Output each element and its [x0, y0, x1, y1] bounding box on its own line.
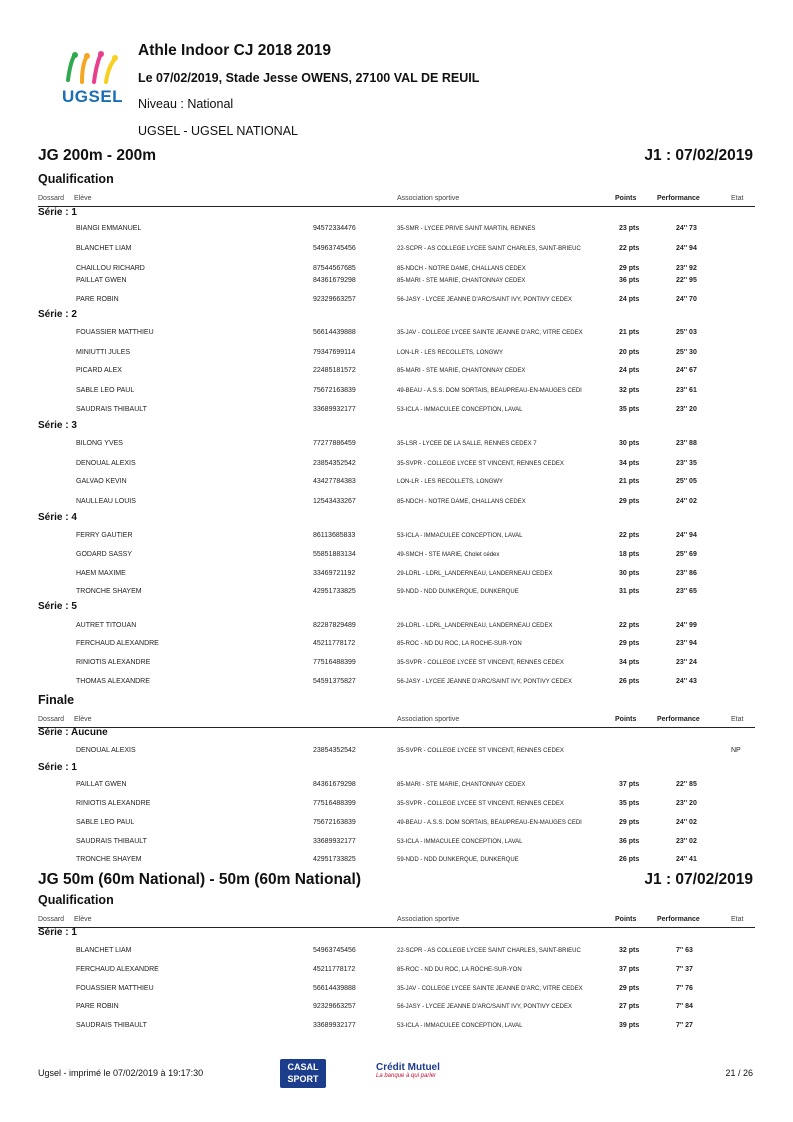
athlete-performance: 23'' 92 — [676, 265, 697, 272]
credit-mutuel-name: Crédit Mutuel — [376, 1062, 440, 1073]
table-row — [0, 779, 793, 791]
athlete-association: 85-NDCH - NOTRE DAME, CHALLANS CEDEX — [397, 499, 526, 505]
table-row — [0, 458, 793, 470]
athlete-performance: 24'' 94 — [676, 245, 697, 252]
table-row — [0, 385, 793, 397]
column-points: Points — [615, 916, 637, 923]
athlete-dossard: 86113685833 — [313, 532, 356, 539]
table-row — [0, 676, 793, 688]
athlete-dossard: 94572334476 — [313, 225, 356, 232]
athlete-association: 56-JASY - LYCEE JEANNE D'ARC/SAINT IVY, PONTIVY CEDEX — [397, 679, 572, 685]
event-date: J1 : 07/02/2019 — [644, 147, 753, 164]
athlete-association: 35-SMR - LYCEE PRIVE SAINT MARTIN, RENNES — [397, 226, 536, 232]
athlete-association: 85-MARI - STE MARIE, CHANTONNAY CEDEX — [397, 368, 526, 374]
athlete-points: 36 pts — [619, 277, 640, 284]
table-row — [0, 568, 793, 580]
table-row — [0, 1020, 793, 1032]
table-row — [0, 327, 793, 339]
athlete-performance: 23'' 35 — [676, 460, 697, 467]
athlete-name: THOMAS ALEXANDRE — [76, 678, 150, 685]
table-row — [0, 476, 793, 488]
athlete-name: AUTRET TITOUAN — [76, 622, 137, 629]
athlete-points: 24 pts — [619, 367, 640, 374]
athlete-dossard: 33689932177 — [313, 838, 356, 845]
athlete-association: 85-MARI - STE MARIE, CHANTONNAY CEDEX — [397, 782, 526, 788]
table-row — [0, 836, 793, 848]
athlete-performance: 23'' 24 — [676, 659, 697, 666]
table-row — [0, 817, 793, 829]
athlete-performance: 23'' 94 — [676, 640, 697, 647]
table-row — [0, 438, 793, 450]
athlete-dossard: 55851883134 — [313, 551, 356, 558]
athlete-points: 24 pts — [619, 296, 640, 303]
phase-title: Qualification — [38, 893, 114, 907]
athlete-association: 59-NDD - NDD DUNKERQUE, DUNKERQUE — [397, 589, 519, 595]
athlete-dossard: 23854352542 — [313, 747, 356, 754]
athlete-points: 34 pts — [619, 460, 640, 467]
athlete-dossard: 23854352542 — [313, 460, 356, 467]
athlete-points: 30 pts — [619, 440, 640, 447]
column-dossard: Dossard — [38, 195, 65, 202]
athlete-performance: 22'' 85 — [676, 781, 697, 788]
athlete-name: GODARD SASSY — [76, 551, 133, 558]
column-performance: Performance — [657, 916, 700, 923]
column-header-row — [38, 714, 755, 728]
athlete-dossard: 54963745456 — [313, 947, 356, 954]
athlete-association: 85-ROC - ND DU ROC, LA ROCHE-SUR-YON — [397, 967, 522, 973]
athletes-logo-icon — [60, 50, 130, 88]
athlete-points: 30 pts — [619, 570, 640, 577]
athlete-performance: 22'' 95 — [676, 277, 697, 284]
table-row — [0, 223, 793, 235]
serie-label: Série : 1 — [38, 207, 77, 218]
athlete-performance: 23'' 65 — [676, 588, 697, 595]
athlete-dossard: 92329663257 — [313, 1003, 356, 1010]
athlete-association: 35-SVPR - COLLEGE LYCEE ST VINCENT, RENNES CEDEX — [397, 748, 564, 754]
athlete-performance: 24'' 99 — [676, 622, 697, 629]
athlete-association: 35-LSR - LYCEE DE LA SALLE, RENNES CEDEX 7 — [397, 441, 537, 447]
athlete-name: DENOUAL ALEXIS — [76, 747, 136, 754]
athlete-association: LON-LR - LES RECOLLETS, LONGWY — [397, 350, 504, 356]
athlete-points: 26 pts — [619, 678, 640, 685]
table-row — [0, 945, 793, 957]
athlete-dossard: 82287829489 — [313, 622, 356, 629]
athlete-name: GALVAO KEVIN — [76, 478, 127, 485]
athlete-name: FERCHAUD ALEXANDRE — [76, 640, 159, 647]
table-row — [0, 854, 793, 866]
athlete-name: BLANCHET LIAM — [76, 947, 132, 954]
athlete-dossard: 77277886459 — [313, 440, 356, 447]
table-row — [0, 657, 793, 669]
athlete-dossard: 33689932177 — [313, 1022, 356, 1029]
athlete-performance: 24'' 73 — [676, 225, 697, 232]
athlete-performance: 24'' 02 — [676, 819, 697, 826]
athlete-points: 31 pts — [619, 588, 640, 595]
table-row — [0, 798, 793, 810]
athlete-dossard: 75672163839 — [313, 819, 356, 826]
athlete-association: 85-MARI - STE MARIE, CHANTONNAY CEDEX — [397, 278, 526, 284]
athlete-points: 35 pts — [619, 406, 640, 413]
phase-title: Finale — [38, 693, 75, 707]
athlete-points: 22 pts — [619, 245, 640, 252]
column-dossard: Dossard — [38, 716, 65, 723]
athlete-points: 29 pts — [619, 640, 640, 647]
athlete-performance: 7'' 27 — [676, 1022, 693, 1029]
athlete-performance: 25'' 05 — [676, 478, 697, 485]
athlete-name: FERRY GAUTIER — [76, 532, 133, 539]
athlete-association: 56-JASY - LYCEE JEANNE D'ARC/SAINT IVY, PONTIVY CEDEX — [397, 1004, 572, 1010]
page-title: Athle Indoor CJ 2018 2019 — [138, 42, 331, 59]
athlete-association: 35-SVPR - COLLEGE LYCEE ST VINCENT, RENNES CEDEX — [397, 461, 564, 467]
page-subtitle: Le 07/02/2019, Stade Jesse OWENS, 27100 VAL DE REUIL — [138, 71, 480, 85]
athlete-name: SAUDRAIS THIBAULT — [76, 1022, 147, 1029]
athlete-points: 26 pts — [619, 856, 640, 863]
athlete-name: TRONCHE SHAYEM — [76, 588, 142, 595]
athlete-points: 34 pts — [619, 659, 640, 666]
athlete-dossard: 56614439888 — [313, 985, 356, 992]
column-header-row — [38, 914, 755, 928]
table-row — [0, 1001, 793, 1013]
athlete-name: BILONG YVES — [76, 440, 123, 447]
table-row — [0, 638, 793, 650]
level-label: Niveau : National — [138, 97, 234, 111]
athlete-performance: 24'' 41 — [676, 856, 697, 863]
athlete-performance: 7'' 76 — [676, 985, 693, 992]
table-row — [0, 404, 793, 416]
table-row — [0, 549, 793, 561]
athlete-name: SABLE LEO PAUL — [76, 387, 135, 394]
athlete-association: 53-ICLA - IMMACULEE CONCEPTION, LAVAL — [397, 1023, 523, 1029]
athlete-name: CHAILLOU RICHARD — [76, 265, 145, 272]
serie-label: Série : 5 — [38, 601, 77, 612]
athlete-dossard: 45211778172 — [313, 640, 356, 647]
athlete-name: TRONCHE SHAYEM — [76, 856, 142, 863]
athlete-name: RINIOTIS ALEXANDRE — [76, 800, 151, 807]
table-row — [0, 347, 793, 359]
event-title: JG 200m - 200m — [38, 147, 157, 164]
table-row — [0, 496, 793, 508]
athlete-performance: 23'' 02 — [676, 838, 697, 845]
athlete-association: 85-ROC - ND DU ROC, LA ROCHE-SUR-YON — [397, 641, 522, 647]
ugsel-logo — [60, 50, 130, 110]
athlete-points: 36 pts — [619, 838, 640, 845]
athlete-performance: 24'' 67 — [676, 367, 697, 374]
athlete-dossard: 84361679298 — [313, 781, 356, 788]
athlete-points: 21 pts — [619, 329, 640, 336]
phase-title: Qualification — [38, 172, 114, 186]
athlete-name: DENOUAL ALEXIS — [76, 460, 136, 467]
athlete-performance: 7'' 63 — [676, 947, 693, 954]
column-points: Points — [615, 716, 637, 723]
athlete-name: BLANCHET LIAM — [76, 245, 132, 252]
athlete-dossard: 56614439888 — [313, 329, 356, 336]
athlete-association: 35-SVPR - COLLEGE LYCEE ST VINCENT, RENNES CEDEX — [397, 660, 564, 666]
athlete-dossard: 22485181572 — [313, 367, 356, 374]
athlete-association: 85-NDCH - NOTRE DAME, CHALLANS CEDEX — [397, 266, 526, 272]
athlete-points: 20 pts — [619, 349, 640, 356]
athlete-points: 32 pts — [619, 387, 640, 394]
serie-label: Série : 4 — [38, 512, 77, 523]
athlete-dossard: 77516488399 — [313, 800, 356, 807]
organization-label: UGSEL - UGSEL NATIONAL — [138, 124, 298, 138]
athlete-dossard: 87544567685 — [313, 265, 356, 272]
athlete-association: 29-LDRL - LDRL_LANDERNEAU, LANDERNEAU CEDEX — [397, 571, 553, 577]
column-dossard: Dossard — [38, 916, 65, 923]
athlete-performance: 24'' 43 — [676, 678, 697, 685]
table-row — [0, 620, 793, 632]
athlete-points: 29 pts — [619, 265, 640, 272]
casal-sport-line2: SPORT — [287, 1074, 319, 1084]
logo-text: UGSEL — [62, 87, 124, 106]
athlete-name: PAILLAT GWEN — [76, 781, 127, 788]
serie-label: Série : Aucune — [38, 727, 108, 738]
athlete-association: 53-ICLA - IMMACULEE CONCEPTION, LAVAL — [397, 407, 523, 413]
table-row — [0, 964, 793, 976]
athlete-dossard: 45211778172 — [313, 966, 356, 973]
athlete-points: 18 pts — [619, 551, 640, 558]
athlete-points: 22 pts — [619, 532, 640, 539]
athlete-performance: 24'' 70 — [676, 296, 697, 303]
table-row — [0, 745, 793, 757]
athlete-association: 22-SCPR - AS COLLEGE LYCEE SAINT CHARLES, SAINT-BRIEUC — [397, 246, 581, 252]
column-performance: Performance — [657, 195, 700, 202]
athlete-dossard: 42951733825 — [313, 588, 356, 595]
athlete-points: 35 pts — [619, 800, 640, 807]
table-row — [0, 275, 793, 287]
column-etat: Etat — [731, 195, 744, 202]
athlete-performance: 23'' 20 — [676, 800, 697, 807]
athlete-points: 37 pts — [619, 966, 640, 973]
footer-printed: Ugsel - imprimé le 07/02/2019 à 19:17:30 — [38, 1068, 204, 1078]
athlete-name: FERCHAUD ALEXANDRE — [76, 966, 159, 973]
table-row — [0, 294, 793, 306]
athlete-name: PARE ROBIN — [76, 1003, 119, 1010]
serie-label: Série : 1 — [38, 762, 77, 773]
athlete-performance: 24'' 02 — [676, 498, 697, 505]
table-row — [0, 263, 793, 275]
athlete-etat: NP — [731, 747, 741, 754]
athlete-dossard: 43427784383 — [313, 478, 356, 485]
athlete-dossard: 79347699114 — [313, 349, 356, 356]
athlete-association: 29-LDRL - LDRL_LANDERNEAU, LANDERNEAU CEDEX — [397, 623, 553, 629]
athlete-dossard: 33469721192 — [313, 570, 356, 577]
athlete-name: SAUDRAIS THIBAULT — [76, 406, 147, 413]
athlete-association: 22-SCPR - AS COLLEGE LYCEE SAINT CHARLES, SAINT-BRIEUC — [397, 948, 581, 954]
table-row — [0, 586, 793, 598]
casal-sport-logo — [280, 1059, 326, 1088]
column-eleve: Elève — [74, 716, 92, 723]
athlete-performance: 25'' 69 — [676, 551, 697, 558]
athlete-name: PICARD ALEX — [76, 367, 122, 374]
athlete-points: 29 pts — [619, 985, 640, 992]
header-rule — [38, 727, 755, 728]
athlete-points: 29 pts — [619, 819, 640, 826]
athlete-name: NAULLEAU LOUIS — [76, 498, 136, 505]
casal-sport-line1: CASAL — [287, 1062, 319, 1072]
athlete-points: 37 pts — [619, 781, 640, 788]
athlete-performance: 25'' 03 — [676, 329, 697, 336]
column-etat: Etat — [731, 916, 744, 923]
athlete-points: 32 pts — [619, 947, 640, 954]
athlete-dossard: 12543433267 — [313, 498, 356, 505]
athlete-performance: 7'' 84 — [676, 1003, 693, 1010]
athlete-name: FOUASSIER MATTHIEU — [76, 329, 154, 336]
column-association: Association sportive — [397, 916, 460, 923]
athlete-dossard: 77516488399 — [313, 659, 356, 666]
page-number: 21 / 26 — [725, 1068, 753, 1078]
athlete-name: FOUASSIER MATTHIEU — [76, 985, 154, 992]
athlete-performance: 24'' 94 — [676, 532, 697, 539]
athlete-dossard: 54591375827 — [313, 678, 356, 685]
athlete-association: 53-ICLA - IMMACULEE CONCEPTION, LAVAL — [397, 839, 523, 845]
athlete-performance: 25'' 30 — [676, 349, 697, 356]
athlete-points: 21 pts — [619, 478, 640, 485]
event-date: J1 : 07/02/2019 — [644, 871, 753, 888]
column-points: Points — [615, 195, 637, 202]
athlete-association: 49-BEAU - A.S.S. DOM SORTAIS, BEAUPREAU-EN-MAUGES CEDI — [397, 820, 582, 826]
table-row — [0, 243, 793, 255]
athlete-name: RINIOTIS ALEXANDRE — [76, 659, 151, 666]
athlete-association: 49-BEAU - A.S.S. DOM SORTAIS, BEAUPREAU-EN-MAUGES CEDI — [397, 388, 582, 394]
athlete-performance: 23'' 88 — [676, 440, 697, 447]
column-etat: Etat — [731, 716, 744, 723]
athlete-association: 35-JAV - COLLEGE LYCEE SAINTE JEANNE D'ARC, VITRE CEDEX — [397, 986, 583, 992]
athlete-performance: 23'' 61 — [676, 387, 697, 394]
credit-mutuel-tagline: La banque à qui parler — [376, 1073, 437, 1079]
athlete-dossard: 75672163839 — [313, 387, 356, 394]
athlete-dossard: 92329663257 — [313, 296, 356, 303]
serie-label: Série : 3 — [38, 420, 77, 431]
athlete-name: BIANGI EMMANUEL — [76, 225, 142, 232]
table-row — [0, 365, 793, 377]
athlete-association: 35-SVPR - COLLEGE LYCEE ST VINCENT, RENNES CEDEX — [397, 801, 564, 807]
table-row — [0, 530, 793, 542]
athlete-dossard: 33689932177 — [313, 406, 356, 413]
athlete-dossard: 42951733825 — [313, 856, 356, 863]
athlete-points: 22 pts — [619, 622, 640, 629]
table-row — [0, 983, 793, 995]
credit-mutuel-logo — [376, 1062, 466, 1084]
athlete-name: HAEM MAXIME — [76, 570, 126, 577]
event-title: JG 50m (60m National) - 50m (60m National) — [38, 871, 362, 888]
column-header-row — [38, 193, 755, 207]
athlete-name: PARE ROBIN — [76, 296, 119, 303]
column-performance: Performance — [657, 716, 700, 723]
column-association: Association sportive — [397, 716, 460, 723]
athlete-name: MINIUTTI JULES — [76, 349, 131, 356]
athlete-performance: 23'' 20 — [676, 406, 697, 413]
column-association: Association sportive — [397, 195, 460, 202]
athlete-performance: 7'' 37 — [676, 966, 693, 973]
serie-label: Série : 2 — [38, 309, 77, 320]
athlete-points: 27 pts — [619, 1003, 640, 1010]
athlete-points: 39 pts — [619, 1022, 640, 1029]
athlete-association: 59-NDD - NDD DUNKERQUE, DUNKERQUE — [397, 857, 519, 863]
athlete-name: SAUDRAIS THIBAULT — [76, 838, 147, 845]
serie-label: Série : 1 — [38, 927, 77, 938]
athlete-performance: 23'' 86 — [676, 570, 697, 577]
athlete-name: PAILLAT GWEN — [76, 277, 127, 284]
athlete-association: LON-LR - LES RECOLLETS, LONGWY — [397, 479, 504, 485]
athlete-points: 29 pts — [619, 498, 640, 505]
athlete-association: 53-ICLA - IMMACULEE CONCEPTION, LAVAL — [397, 533, 523, 539]
column-eleve: Elève — [74, 916, 92, 923]
athlete-name: SABLE LEO PAUL — [76, 819, 135, 826]
header-rule — [38, 927, 755, 928]
athlete-association: 49-SMCH - STE MARIE, Cholet cédex — [397, 552, 500, 558]
athlete-points: 23 pts — [619, 225, 640, 232]
athlete-dossard: 84361679298 — [313, 277, 356, 284]
header-rule — [38, 206, 755, 207]
athlete-association: 56-JASY - LYCEE JEANNE D'ARC/SAINT IVY, PONTIVY CEDEX — [397, 297, 572, 303]
athlete-association: 35-JAV - COLLEGE LYCEE SAINTE JEANNE D'ARC, VITRE CEDEX — [397, 330, 583, 336]
column-eleve: Elève — [74, 195, 92, 202]
athlete-dossard: 54963745456 — [313, 245, 356, 252]
